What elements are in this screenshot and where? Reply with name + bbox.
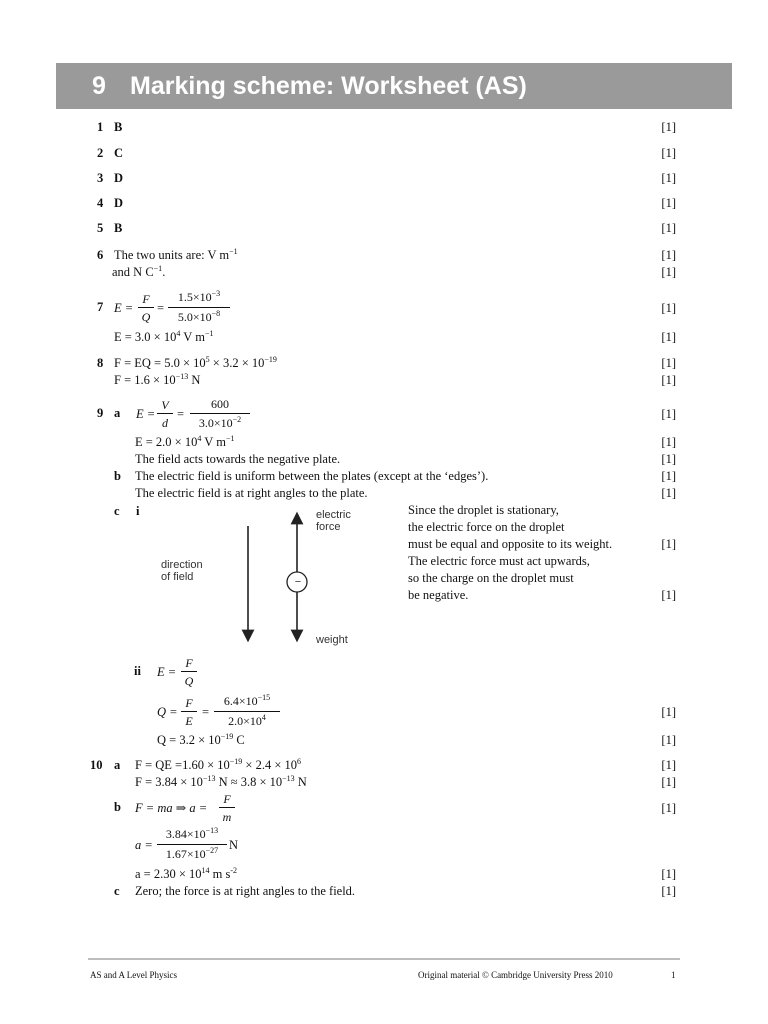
q9b-line1: The electric field is uniform between the plates (except at the ‘edges’).: [135, 469, 489, 483]
mark: [1]: [661, 356, 676, 370]
q7-v-den: $5.0\times 10^{-8}$: [177, 309, 221, 324]
mark: [1]: [661, 758, 676, 772]
q10b-lhs: F = ma ⇒ a =: [135, 801, 208, 815]
mark: [1]: [661, 884, 676, 898]
mark: [1]: [661, 469, 676, 483]
q10c-label: c: [114, 884, 120, 898]
footer-divider: [88, 958, 680, 960]
fraction-bar: [190, 413, 250, 414]
q10-number: 10: [90, 758, 103, 772]
mark: [1]: [661, 537, 676, 551]
q9c-ii-den: Q: [184, 674, 194, 688]
mark: [1]: [661, 733, 676, 747]
q5-answer: B: [114, 221, 123, 235]
mark: [1]: [661, 330, 676, 344]
q10a-line1: F = QE $=1.60 \times 10^{-19} \times 2.4 \times 10^6$: [135, 757, 302, 772]
mark: [1]: [661, 221, 676, 235]
fraction-bar: [157, 413, 173, 414]
force-label-1: electric: [316, 509, 351, 521]
q7-lhs: E =: [114, 301, 134, 315]
q4-answer: D: [114, 196, 124, 210]
q9a-f-den: d: [162, 416, 168, 430]
q3-answer: D: [114, 171, 124, 185]
q6-line1: The two units are: V $m^{-1}$: [114, 247, 238, 262]
q6-number: 6: [97, 248, 104, 262]
q9c-q-lhs: Q =: [157, 705, 178, 719]
q9c-ii-label: ii: [134, 664, 141, 678]
mark: [1]: [661, 146, 676, 160]
mark: [1]: [661, 801, 676, 815]
footer-copyright: Original material © Cambridge University Press 2010: [418, 970, 613, 980]
q9b-label: b: [114, 469, 121, 483]
q9a-lhs: E =: [136, 407, 156, 421]
q2-number: 2: [97, 146, 104, 160]
mark: [1]: [661, 301, 676, 315]
q10b-a-unit: N: [229, 838, 239, 852]
q6-line2: and N $C^{-1}$.: [112, 264, 166, 279]
q9c-ii-lhs: E =: [157, 665, 177, 679]
q8-number: 8: [97, 356, 104, 370]
q9c-q-vnum: $6.4\times 10^{-15}$: [223, 693, 271, 708]
section-number: 9: [92, 72, 106, 100]
footer-left: AS and A Level Physics: [90, 970, 177, 980]
q9c-q-num: F: [185, 696, 193, 710]
q9c-q-result: $Q = 3.2 \times 10^{-19}$ C: [157, 732, 245, 747]
explanation-line: must be equal and opposite to its weight.: [408, 537, 613, 551]
weight-label: weight: [316, 634, 348, 646]
q9c-q-eq: =: [202, 705, 210, 719]
section-banner: [56, 63, 732, 109]
q1-number: 1: [97, 120, 104, 134]
q8-line2: $F = 1.6 \times 10^{-13}$ N: [114, 372, 201, 387]
droplet-charge-label: −: [294, 576, 302, 588]
q10b-a-lhs: a =: [135, 838, 153, 852]
q10b-a-num: $3.84\times 10^{-13}$: [165, 826, 219, 841]
fraction-bar: [157, 844, 227, 845]
q10c-text: Zero; the force is at right angles to the field.: [135, 884, 356, 898]
fraction-bar: [138, 307, 154, 308]
q9c-q-den: E: [185, 714, 193, 728]
q9a-label: a: [114, 406, 121, 420]
mark: [1]: [661, 407, 676, 421]
mark: [1]: [661, 486, 676, 500]
q9a-v-num: 600: [211, 397, 229, 411]
mark: [1]: [661, 435, 676, 449]
mark: [1]: [661, 705, 676, 719]
page-number: 1: [671, 970, 676, 980]
forces-diagram: [240, 508, 320, 648]
fraction-bar: [214, 711, 280, 712]
q10b-f-den: m: [222, 810, 232, 824]
mark: [1]: [661, 248, 676, 262]
q9a-direction: The field acts towards the negative plate.: [135, 452, 341, 466]
direction-label-1: direction: [161, 559, 203, 571]
q9c-i-label: i: [136, 504, 140, 518]
q9a-eq: =: [177, 407, 185, 421]
q10a-line2: $F = 3.84 \times 10^{-13}$ $N \approx 3.8 \times 10^{-13}$ N: [135, 774, 307, 789]
q9c-q-vden: $2.0\times 10^4$: [228, 713, 266, 728]
mark: [1]: [661, 588, 676, 602]
explanation-line: so the charge on the droplet must: [408, 571, 574, 585]
mark: [1]: [661, 775, 676, 789]
q9c-label: c: [114, 504, 120, 518]
mark: [1]: [661, 196, 676, 210]
mark: [1]: [661, 867, 676, 881]
explanation-line: Since the droplet is stationary,: [408, 503, 559, 517]
explanation-line: The electric force must act upwards,: [408, 554, 590, 568]
fraction-bar: [219, 807, 235, 808]
explanation-line: be negative.: [408, 588, 469, 602]
q10b-label: b: [114, 800, 121, 814]
fraction-bar: [168, 307, 230, 308]
q5-number: 5: [97, 221, 104, 235]
fraction-bar: [181, 671, 197, 672]
explanation-line: the electric force on the droplet: [408, 520, 565, 534]
q9a-result: $E = 2.0 \times 10^4$ V $m^{-1}$: [135, 434, 235, 449]
q9c-ii-num: F: [185, 656, 193, 670]
q9a-v-den: $3.0\times 10^{-2}$: [198, 415, 242, 430]
mark: [1]: [661, 373, 676, 387]
q9b-line2: The electric field is at right angles to the plate.: [135, 486, 368, 500]
q10a-label: a: [114, 758, 121, 772]
q7-result: $E = 3.0 \times 10^4$ V $m^{-1}$: [114, 329, 214, 344]
q3-number: 3: [97, 171, 104, 185]
q10b-f-num: F: [223, 792, 231, 806]
q8-line1: F = EQ = $5.0 \times 10^5 \times 3.2 \times 10^{-19}$: [114, 355, 277, 370]
q7-f-num: F: [142, 292, 150, 306]
q7-eq: =: [157, 301, 165, 315]
q9-number: 9: [97, 406, 104, 420]
force-label-2: force: [316, 521, 341, 533]
q7-f-den: Q: [141, 310, 151, 324]
q7-v-num: $1.5\times 10^{-3}$: [177, 289, 221, 304]
mark: [1]: [661, 171, 676, 185]
q2-answer: C: [114, 146, 124, 160]
mark: [1]: [661, 265, 676, 279]
q7-number: 7: [97, 300, 104, 314]
direction-label-2: of field: [161, 571, 194, 583]
mark: [1]: [661, 452, 676, 466]
page-title: Marking scheme: Worksheet (AS): [130, 72, 527, 100]
q4-number: 4: [97, 196, 104, 210]
q10b-a-den: $1.67\times 10^{-27}$: [165, 846, 219, 861]
q1-answer: B: [114, 120, 123, 134]
fraction-bar: [181, 711, 197, 712]
q10b-result: $a = 2.30 \times 10^{14}$ m $s^{-2}$: [135, 866, 238, 881]
mark: [1]: [661, 120, 676, 134]
q9a-f-num: V: [161, 398, 169, 412]
